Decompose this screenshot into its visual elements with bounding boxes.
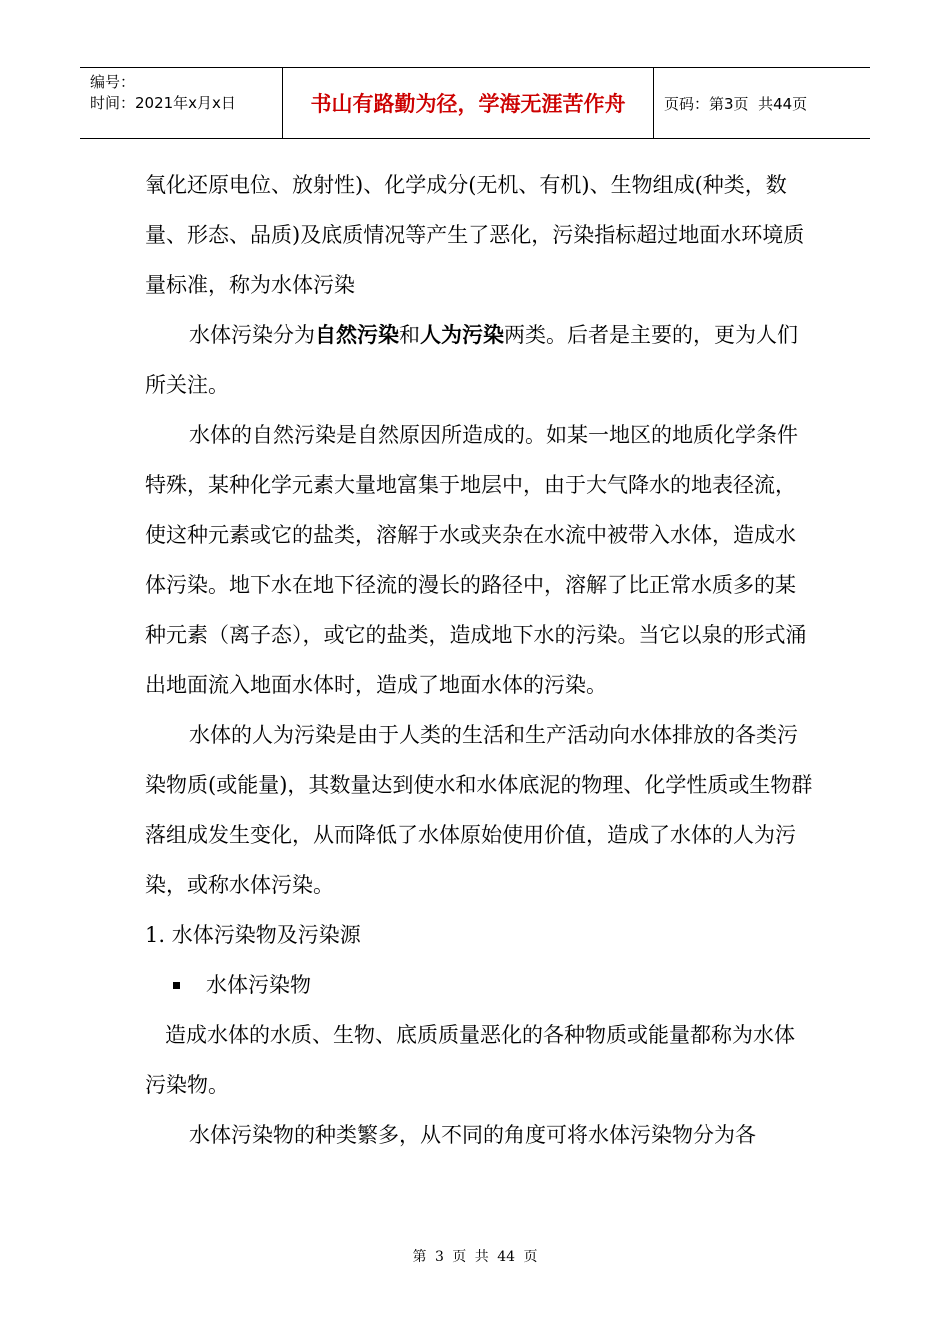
- text-run: 水体污染分为: [189, 323, 315, 347]
- paragraph: 造成水体的水质、生物、底质质量恶化的各种物质或能量都称为水体污染物。: [145, 1023, 795, 1097]
- section-heading: 1. 水体污染物及污染源: [145, 923, 361, 947]
- document-header: [80, 67, 870, 139]
- bullet-text: 水体污染物: [206, 973, 311, 997]
- paragraph: 水体的自然污染是自然原因所造成的。如某一地区的地质化学条件特殊，某种化学元素大量地富集于地层中，由于大气降水的地表径流，使这种元素或它的盐类，溶解于水或夹杂在水流中被带入水体，造成水体污染。地下水在地下径流的漫长的路径中，溶解了比正常水质多的某种元素（离子态），或它的盐类，造成地下水的污染。当它以泉的形式涌出地面流入地面水体时，造成了地面水体的污染。: [145, 423, 807, 697]
- text-run: 两类。后者是主要的，更为人们所关注。: [145, 323, 798, 397]
- header-motto: 书山有路勤为径，学海无涯苦作舟: [282, 68, 654, 138]
- square-bullet-icon: [173, 982, 180, 989]
- paragraph: [145, 310, 815, 410]
- time-label: 时间：2021年x月x日: [90, 94, 236, 112]
- header-meta: [80, 68, 282, 138]
- page-footer: 第 3 页 共 44 页: [412, 1249, 538, 1265]
- paragraph: 氧化还原电位、放射性)、化学成分(无机、有机)、生物组成(种类，数量、形态、品质)及底质情况等产生了恶化，污染指标超过地面水环境质量标准，称为水体污染: [145, 173, 805, 297]
- page-info-text: 页码：第3页 共44页: [664, 94, 808, 113]
- number-label: 编号：: [90, 73, 136, 91]
- header-page-info: [654, 68, 870, 138]
- bold-term: 人为污染: [420, 323, 504, 347]
- text-run: 和: [399, 323, 420, 347]
- bullet-item: [145, 960, 815, 1010]
- paragraph: 水体的人为污染是由于人类的生活和生产活动向水体排放的各类污染物质(或能量)，其数量达到使水和水体底泥的物理、化学性质或生物群落组成发生变化，从而降低了水体原始使用价值，造成了水体的人为污染，或称水体污染。: [145, 723, 813, 897]
- bold-term: 自然污染: [315, 323, 399, 347]
- paragraph: 水体污染物的种类繁多，从不同的角度可将水体污染物分为各: [189, 1123, 756, 1147]
- document-body: [145, 160, 815, 1160]
